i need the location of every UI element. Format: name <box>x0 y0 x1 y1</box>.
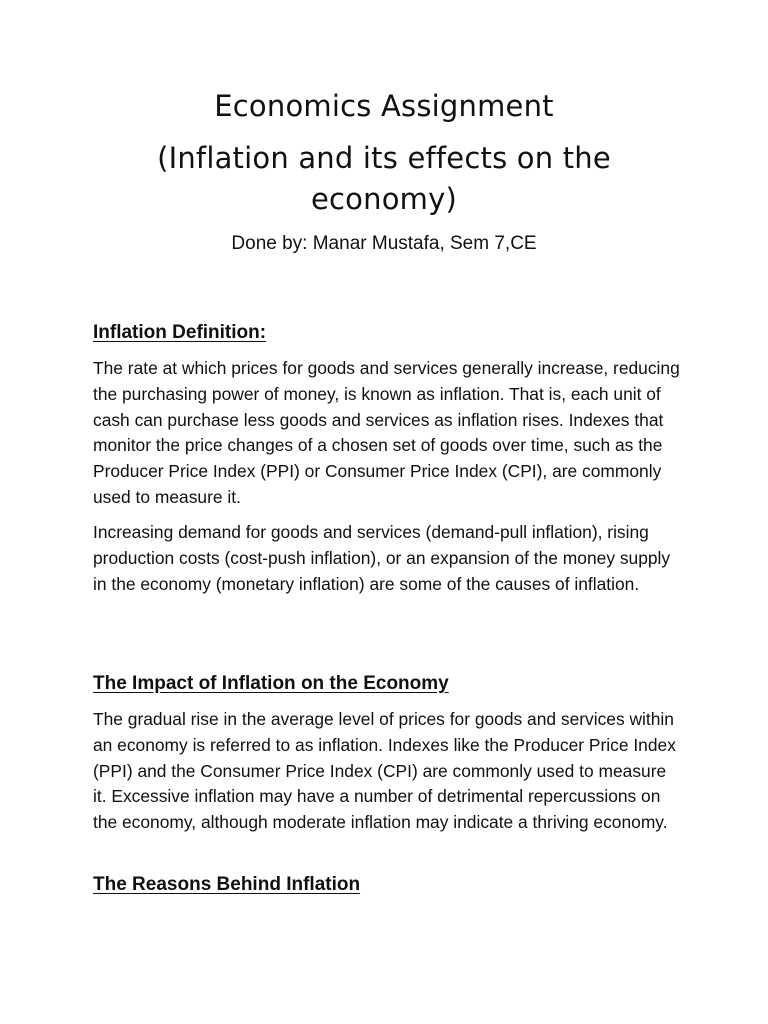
subtitle-line-1: (Inflation and its effects on the <box>157 141 611 175</box>
section-heading-inflation-definition: Inflation Definition: <box>93 322 267 343</box>
author-byline: Done by: Manar Mustafa, Sem 7,CE <box>231 233 537 254</box>
subtitle-line-2: economy) <box>311 182 457 216</box>
paragraph-inflation-definition: The rate at which prices for goods and services generally increase, reducing the purchasing power of money, is known as inflation. That is, each unit of cash can purchase less goods and services as inflation rises. Indexes that monitor the price changes of a chosen set of goods over time, such as the Producer Price Index (PPI) or Consumer Price Index (CPI), are commonly used to measure it. <box>93 358 680 507</box>
section-heading-impact: The Impact of Inflation on the Economy <box>93 673 449 694</box>
paragraph-impact: The gradual rise in the average level of prices for goods and services within an economy is referred to as inflation. Indexes like the Producer Price Index (PPI) and the Consumer Price Index (CPI) are commonly used to measure it. Excessive inflation may have a number of detrimental repercussions on the economy, although moderate inflation may indicate a thriving economy. <box>93 709 676 833</box>
section-heading-reasons: The Reasons Behind Inflation <box>93 874 361 895</box>
paragraph-inflation-causes: Increasing demand for goods and services (demand-pull inflation), rising production costs (cost-push inflation), or an expansion of the money supply in the economy (monetary inflation) are some of the causes of inflation. <box>93 522 671 594</box>
document-title: Economics Assignment <box>214 89 554 123</box>
document-subtitle <box>0 138 768 220</box>
